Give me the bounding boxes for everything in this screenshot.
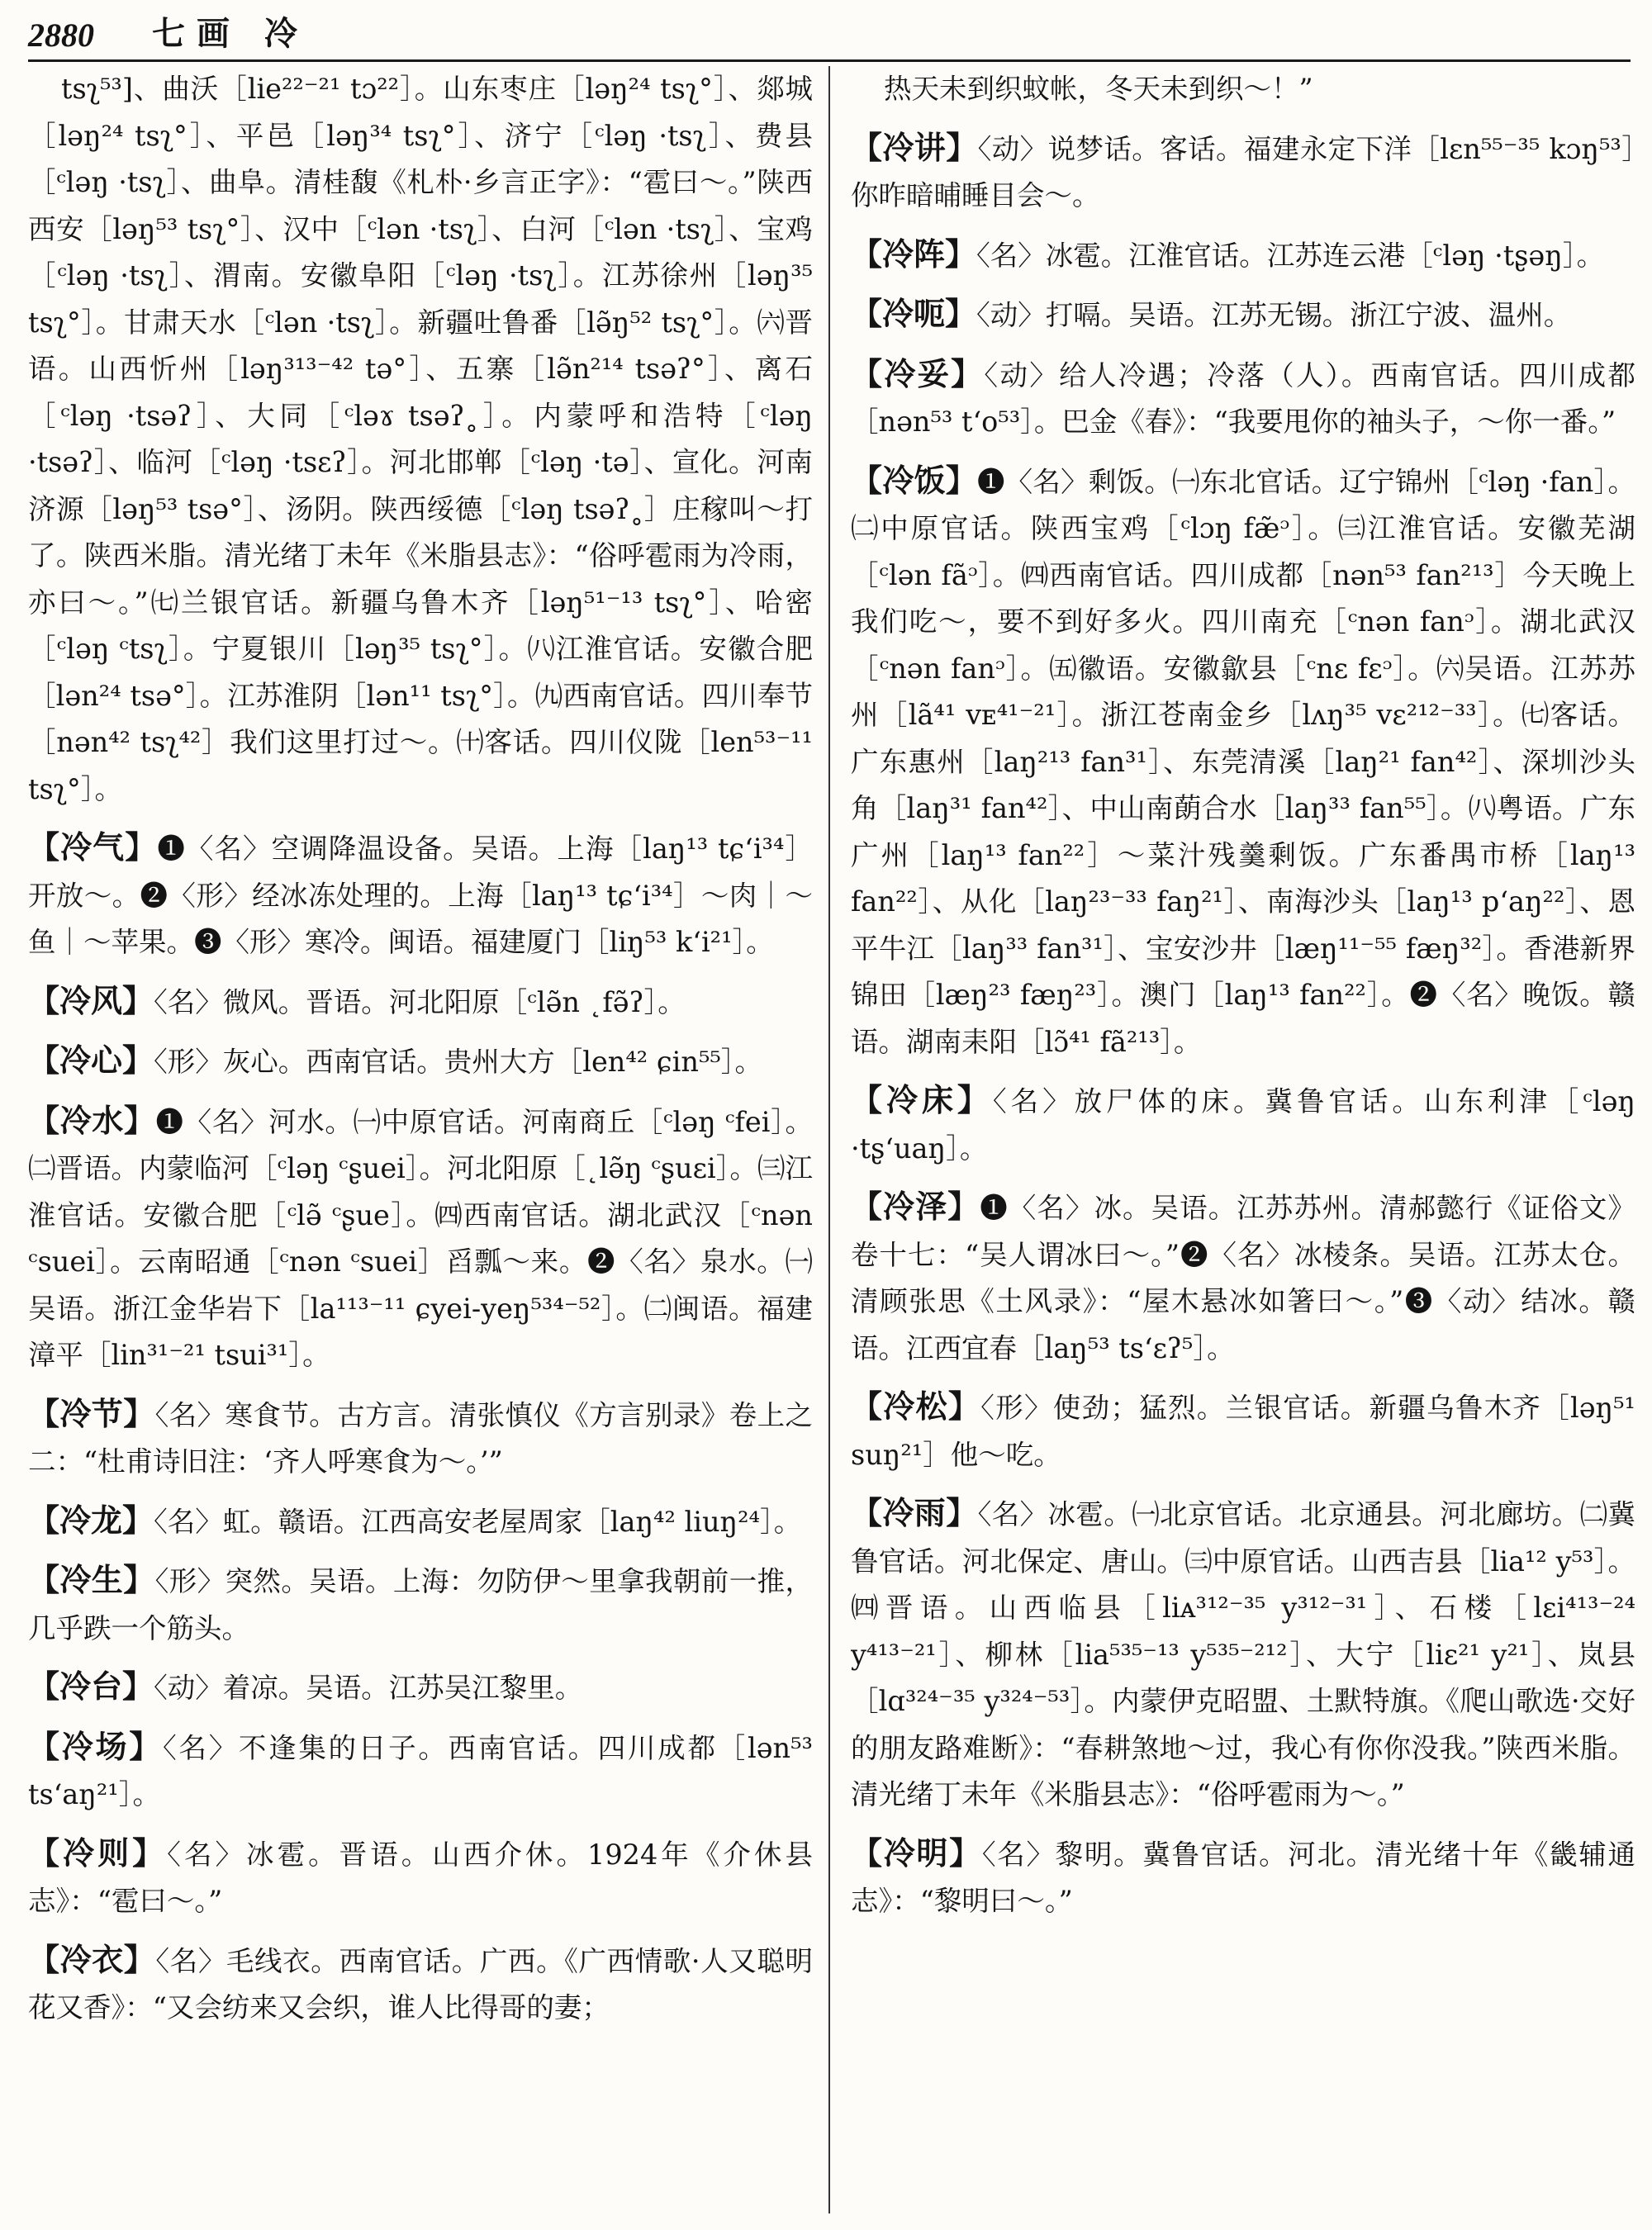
entry-definition: 〈形〉使劲；猛烈。兰银官话。新疆乌鲁木齐［ləŋ⁵¹ suŋ²¹］他～吃。 bbox=[851, 1392, 1635, 1471]
right-column bbox=[851, 66, 1635, 2222]
entry-headword: 【冷则】 bbox=[28, 1834, 168, 1872]
dictionary-entry bbox=[28, 978, 813, 1027]
dictionary-entry bbox=[28, 1037, 813, 1086]
dictionary-entry bbox=[28, 824, 813, 966]
entry-headword: 【冷讲】 bbox=[851, 128, 978, 166]
dictionary-entry bbox=[28, 1557, 813, 1652]
dictionary-entry bbox=[28, 1663, 813, 1712]
dictionary-entry bbox=[851, 1184, 1635, 1372]
entry-definition: 〈形〉突然。吴语。上海：勿防伊～里拿我朝前一推，几乎跌一个筋头。 bbox=[28, 1565, 813, 1644]
entry-definition: 〈名〉冰雹。晋语。山西介休。1924年《介休县志》：“雹曰～。” bbox=[28, 1838, 813, 1917]
entry-definition: 〈动〉给人冷遇；冷落（人）。西南官话。四川成都［nən⁵³ tʻo⁵³］。巴金《春》：“我要甩你的袖头子，～你一番。” bbox=[851, 358, 1635, 438]
dictionary-entry bbox=[28, 1391, 813, 1486]
entry-definition: 〈名〉微风。晋语。河北阳原［ᶜlə̃n ˛fə̃ʔ］。 bbox=[154, 985, 686, 1018]
entry-definition: 〈名〉黎明。冀鲁官话。河北。清光绪十年《畿辅通志》：“黎明曰～。” bbox=[851, 1838, 1635, 1917]
entry-definition: 〈名〉冰雹。江淮官话。江苏连云港［ᶜləŋ ·tʂəŋ］。 bbox=[976, 239, 1605, 272]
entry-definition: ❶〈名〉空调降温设备。吴语。上海［laŋ¹³ tɕʻi³⁴］开放～。❷〈形〉经冰冻处理的。上海［laŋ¹³ tɕʻi³⁴］～肉｜～鱼｜～苹果。❸〈形〉寒冷。闽语。福建厦门［liŋ⁵³ kʻi²¹］。 bbox=[28, 833, 813, 958]
entry-headword: 【冷妥】 bbox=[851, 354, 985, 392]
dictionary-entry bbox=[28, 1937, 813, 2032]
page-number: 2880 bbox=[28, 17, 94, 54]
dictionary-entry bbox=[851, 125, 1635, 220]
dictionary-entry bbox=[851, 1077, 1635, 1172]
dictionary-entry bbox=[851, 458, 1635, 1066]
entry-definition: 〈名〉放尸体的床。冀鲁官话。山东利津［ᶜləŋ ·tʂʻuaŋ］。 bbox=[851, 1085, 1635, 1165]
entry-headword: 【冷气】 bbox=[28, 828, 158, 866]
dictionary-entry bbox=[851, 1490, 1635, 1819]
entry-definition: 〈名〉毛线衣。西南官话。广西。《广西情歌·人又聪明花又香》：“又会纺来又会织，谁人比得哥的妻； bbox=[28, 1944, 813, 2024]
dictionary-entry bbox=[851, 1383, 1635, 1478]
entry-headword: 【冷心】 bbox=[28, 1041, 154, 1079]
entry-headword: 【冷呃】 bbox=[851, 295, 977, 332]
entry-definition: ❶〈名〉冰。吴语。江苏苏州。清郝懿行《证俗文》卷十七：“吴人谓冰曰～。”❷〈名〉冰棱条。吴语。江苏太仓。清顾张思《土风录》：“屋木悬冰如箸曰～。”❸〈动〉结冰。赣语。江西宜春［laŋ⁵³ tsʻɛʔ⁵］。 bbox=[851, 1192, 1635, 1364]
entry-definition: ❶〈名〉河水。㈠中原官话。河南商丘［ᶜləŋ ᶜfei］。㈡晋语。内蒙临河［ᶜləŋ ᶜʂuei］。河北阳原［˛lə̃ŋ ᶜʂuɛi］。㈢江淮官话。安徽合肥［ᶜlə̃ ᶜʂue］。㈣西南官话。湖北武汉［ᶜnən ᶜsuei］。云南昭通［ᶜnən ᶜsuei］舀瓢～来。❷〈名〉泉水。㈠吴语。浙江金华岩下［la¹¹³⁻¹¹ ɕyei-yeŋ⁵³⁴⁻⁵²］。㈡闽语。福建漳平［lin³¹⁻²¹ tsui³¹］。 bbox=[28, 1105, 813, 1371]
entry-headword: 【冷床】 bbox=[851, 1081, 993, 1118]
entry-definition: 〈动〉打嗝。吴语。江苏无锡。浙江宁波、温州。 bbox=[976, 299, 1572, 331]
dictionary-entry bbox=[851, 1830, 1635, 1925]
entry-definition: 〈名〉虹。赣语。江西高安老屋周家［laŋ⁴² liuŋ²⁴］。 bbox=[154, 1505, 802, 1538]
dictionary-entry bbox=[28, 1497, 813, 1546]
page-header bbox=[28, 3, 1631, 55]
entry-headword: 【冷水】 bbox=[28, 1101, 156, 1139]
entry-headword: 【冷生】 bbox=[28, 1561, 155, 1598]
dictionary-entry bbox=[851, 291, 1635, 339]
dictionary-entry bbox=[28, 1830, 813, 1925]
entry-definition: 〈名〉寒食节。古方言。清张慎仪《方言别录》卷上之二：“杜甫诗旧注：‘齐人呼寒食为～。’” bbox=[28, 1398, 813, 1478]
entry-definition: 〈名〉不逢集的日子。西南官话。四川成都［lən⁵³ tsʻaŋ²¹］。 bbox=[28, 1731, 813, 1810]
entry-headword: 【冷衣】 bbox=[28, 1940, 156, 1978]
column-divider bbox=[828, 66, 830, 2213]
entry-headword: 【冷台】 bbox=[28, 1668, 154, 1705]
entry-definition: 〈动〉说梦话。客话。福建永定下洋［lɛn⁵⁵⁻³⁵ kɔŋ⁵³］你昨暗晡睡目会～。 bbox=[851, 132, 1635, 211]
entry-headword: 【冷阵】 bbox=[851, 235, 977, 273]
continuation-text: 热天未到织蚊帐，冬天未到织～！” bbox=[884, 73, 1313, 105]
dictionary-entry bbox=[851, 231, 1635, 280]
entry-headword: 【冷饭】 bbox=[851, 461, 977, 499]
entry-definition: 〈动〉着凉。吴语。江苏吴江黎里。 bbox=[154, 1672, 583, 1704]
section-label: 七画 冷 bbox=[152, 14, 309, 53]
dictionary-entry bbox=[28, 1724, 813, 1819]
entry-headword: 【冷节】 bbox=[28, 1394, 155, 1432]
entry-definition: 〈名〉冰雹。㈠北京官话。北京通县。河北廊坊。㈡冀鲁官话。河北保定、唐山。㈢中原官话。山西吉县［lia¹² y⁵³］。㈣晋语。山西临县［liᴀ³¹²⁻³⁵ y³¹²⁻³¹］、石楼［lɛi⁴¹³⁻²⁴ y⁴¹³⁻²¹］、柳林［lia⁵³⁵⁻¹³ y⁵³⁵⁻²¹²］、大宁［liɛ²¹ y²¹］、岚县［lɑ³²⁴⁻³⁵ y³²⁴⁻⁵³］。内蒙伊克昭盟、土默特旗。《爬山歌选·交好的朋友路难断》：“春耕煞地～过，我心有你你没我。”陕西米脂。清光绪丁未年《米脂县志》：“俗呼雹雨为～。” bbox=[851, 1498, 1635, 1810]
entry-headword: 【冷泽】 bbox=[851, 1188, 980, 1225]
entry-headword: 【冷明】 bbox=[851, 1834, 982, 1872]
entry-headword: 【冷风】 bbox=[28, 981, 154, 1019]
dictionary-entry bbox=[851, 351, 1635, 446]
entry-headword: 【冷场】 bbox=[28, 1727, 163, 1765]
entry-headword: 【冷松】 bbox=[851, 1388, 981, 1425]
header-rule bbox=[28, 59, 1631, 62]
entry-headword: 【冷龙】 bbox=[28, 1501, 154, 1539]
dictionary-entry bbox=[28, 1098, 813, 1379]
entry-definition: 〈形〉灰心。西南官话。贵州大方［len⁴² ɕin⁵⁵］。 bbox=[154, 1046, 763, 1078]
entry-headword: 【冷雨】 bbox=[851, 1494, 978, 1531]
left-column bbox=[28, 66, 813, 2222]
continuation-text: tsʅ⁵³]、曲沃［lie²²⁻²¹ tɔ²²］。山东枣庄［ləŋ²⁴ tsʅ°］、郯城［ləŋ²⁴ tsʅ°］、平邑［ləŋ³⁴ tsʅ°］、济宁［ᶜləŋ ·tsʅ］、费县［ᶜləŋ ·tsʅ］、曲阜。清桂馥《札朴·乡言正字》：“雹曰～。”陕西西安［ləŋ⁵³ tsʅ°］、汉中［ᶜlən ·tsʅ］、白河［ᶜlən ·tsʅ］、宝鸡［ᶜləŋ ·tsʅ］、渭南。安徽阜阳［ᶜləŋ ·tsʅ］。江苏徐州［ləŋ³⁵ tsʅ°］。甘肃天水［ᶜlən ·tsʅ］。新疆吐鲁番［lə̃ŋ⁵² tsʅ°］。㈥晋语。山西忻州［ləŋ³¹³⁻⁴² tə°］、五寨［lə̃n²¹⁴ tsəʔ°］、离石［ᶜləŋ ·tsəʔ］、大同［ᶜləɤ tsəʔ˳］。内蒙呼和浩特［ᶜləŋ ·tsəʔ］、临河［ᶜləŋ ·tsɛʔ］。河北邯郸［ᶜləŋ ·tə］、宣化。河南济源［ləŋ⁵³ tsə°］、汤阴。陕西绥德［ᶜləŋ tsəʔ˳］庄稼叫～打了。陕西米脂。清光绪丁未年《米脂县志》：“俗呼雹雨为冷雨，亦曰～。”㈦兰银官话。新疆乌鲁木齐［ləŋ⁵¹⁻¹³ tsʅ°］、哈密［ᶜləŋ ᶜtsʅ］。宁夏银川［ləŋ³⁵ tsʅ°］。㈧江淮官话。安徽合肥［lən²⁴ tsə°］。江苏淮阴［lən¹¹ tsʅ°］。㈨西南官话。四川奉节［nən⁴² tsʅ⁴²］我们这里打过～。㈩客话。四川仪陇［len⁵³⁻¹¹ tsʅ°］。 bbox=[28, 73, 813, 805]
entry-definition: ❶〈名〉剩饭。㈠东北官话。辽宁锦州［ᶜləŋ ·fan］。㈡中原官话。陕西宝鸡［ᶜlɔŋ fæ̃ᵓ］。㈢江淮官话。安徽芜湖［ᶜlən fãᵓ］。㈣西南官话。四川成都［nən⁵³ fan²¹³］今天晚上我们吃～，要不到好多火。四川南充［ᶜnən fanᵓ］。湖北武汉［ᶜnən fanᵓ］。㈤徽语。安徽歙县［ᶜnɛ fɛᵓ］。㈥吴语。江苏苏州［lã⁴¹ vᴇ⁴¹⁻²¹］。浙江苍南金乡［lʌŋ³⁵ vɛ²¹²⁻³³］。㈦客话。广东惠州［laŋ²¹³ fan³¹］、东莞清溪［laŋ²¹ fan⁴²］、深圳沙头角［laŋ³¹ fan⁴²］、中山南蓢合水［laŋ³³ fan⁵⁵］。㈧粤语。广东广州［laŋ¹³ fan²²］～菜汁残羹剩饭。广东番禺市桥［laŋ¹³ fan²²］、从化［laŋ²³⁻³³ faŋ²¹］、南海沙头［laŋ¹³ pʻaŋ²²］、恩平牛江［laŋ³³ fan³¹］、宝安沙井［læŋ¹¹⁻⁵⁵ fæŋ³²］。香港新界锦田［læŋ²³ fæŋ²³］。澳门［laŋ¹³ fan²²］。❷〈名〉晚饭。赣语。湖南耒阳［lɔ̃⁴¹ fã²¹³］。 bbox=[851, 465, 1635, 1058]
